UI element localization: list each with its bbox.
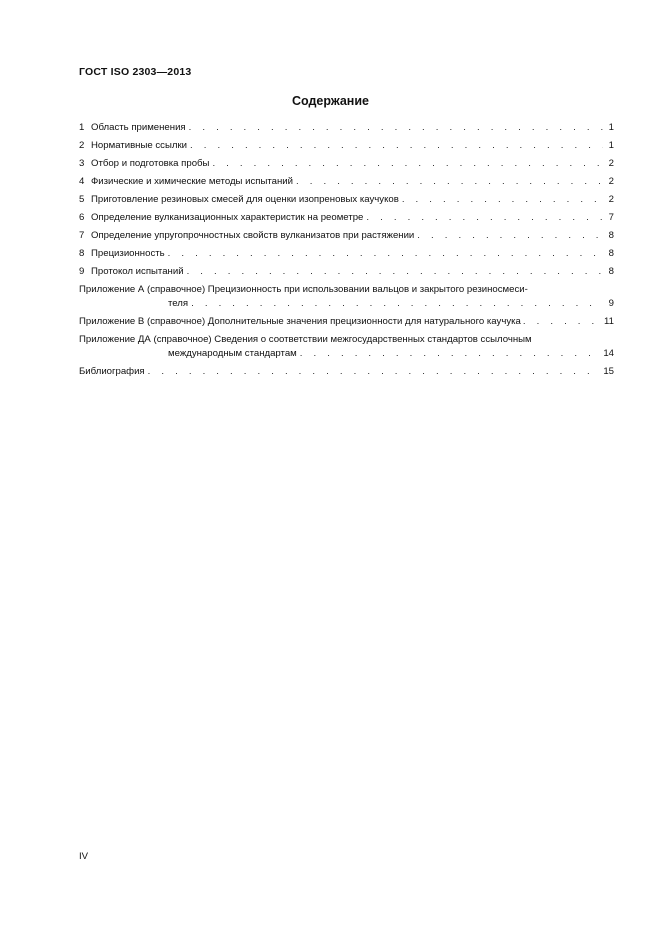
document-header: ГОСТ ISO 2303—2013 [79,66,192,78]
toc-leader-dots [366,212,603,224]
toc-appendix-a-label-cont: теля [168,298,189,309]
toc-item[interactable] [79,248,614,260]
toc-bibliography[interactable] [79,366,614,378]
toc-leader-dots [212,158,603,170]
toc-leader-dots [148,366,601,378]
toc-appendix-a[interactable] [79,284,614,296]
toc-leader-dots [296,176,603,188]
table-of-contents [79,122,614,384]
toc-item-page: 2 [608,194,614,205]
toc-item-page: 1 [608,140,614,151]
toc-item-page: 7 [608,212,614,223]
toc-title: Содержание [291,94,369,108]
toc-leader-dots [189,122,603,134]
toc-item-page: 1 [608,122,614,133]
toc-appendix-a-label: Приложение А (справочное) Прецизионность при использовании вальцов и закрытого резиносмеси- [79,284,528,295]
toc-item-number: 3 [79,158,85,169]
toc-leader-dots [523,316,602,328]
toc-item[interactable] [79,212,614,224]
toc-leader-dots [190,140,603,152]
toc-item-number: 2 [79,140,85,151]
toc-leader-dots [300,348,601,360]
toc-item-label: Нормативные ссылки [91,140,188,151]
toc-item[interactable] [79,158,614,170]
toc-item[interactable] [79,176,614,188]
toc-item-page: 8 [608,266,614,277]
toc-leader-dots [191,298,603,310]
toc-appendix-b[interactable] [79,316,614,328]
toc-item-label: Приготовление резиновых смесей для оценки изопреновых каучуков [91,194,399,205]
toc-leader-dots [187,266,603,278]
toc-item-label: Область применения [91,122,186,133]
toc-item[interactable] [79,140,614,152]
toc-appendix-b-label: Приложение В (справочное) Дополнительные значения прецизионности для натурального каучука [79,316,521,327]
toc-item[interactable] [79,194,614,206]
toc-item-page: 15 [603,366,614,377]
toc-item-label: Определение упругопрочностных свойств вулканизатов при растяжении [91,230,415,241]
toc-item[interactable] [79,230,614,242]
toc-appendix-da-label: Приложение ДА (справочное) Сведения о соответствии межгосударственных стандартов ссылочным [79,334,532,345]
toc-item-label: Отбор и подготовка пробы [91,158,210,169]
toc-appendix-da-label-cont: международным стандартам [168,348,297,359]
toc-bibliography-label: Библиография [79,366,145,377]
toc-item-label: Протокол испытаний [91,266,184,277]
toc-item-page: 11 [604,316,614,327]
toc-appendix-a-continuation[interactable] [79,298,614,310]
toc-leader-dots [417,230,603,242]
toc-item-page: 2 [608,176,614,187]
toc-item-number: 6 [79,212,85,223]
toc-item-page: 8 [608,248,614,259]
toc-item-page: 2 [608,158,614,169]
toc-item-page: 14 [603,348,614,359]
toc-item-number: 4 [79,176,85,187]
toc-appendix-da-continuation[interactable] [79,348,614,360]
toc-item-number: 7 [79,230,85,241]
toc-item-label: Прецизионность [91,248,165,259]
toc-item-number: 5 [79,194,85,205]
toc-item-number: 1 [79,122,85,133]
toc-item-number: 9 [79,266,85,277]
toc-item[interactable] [79,266,614,278]
toc-item-label: Физические и химические методы испытаний [91,176,293,187]
toc-item[interactable] [79,122,614,134]
toc-item-label: Определение вулканизационных характеристик на реометре [91,212,364,223]
page-number: IV [79,851,89,862]
toc-item-page: 8 [608,230,614,241]
toc-item-page: 9 [608,298,614,309]
toc-item-number: 8 [79,248,85,259]
toc-leader-dots [168,248,603,260]
toc-leader-dots [402,194,603,206]
toc-appendix-da[interactable] [79,334,614,346]
